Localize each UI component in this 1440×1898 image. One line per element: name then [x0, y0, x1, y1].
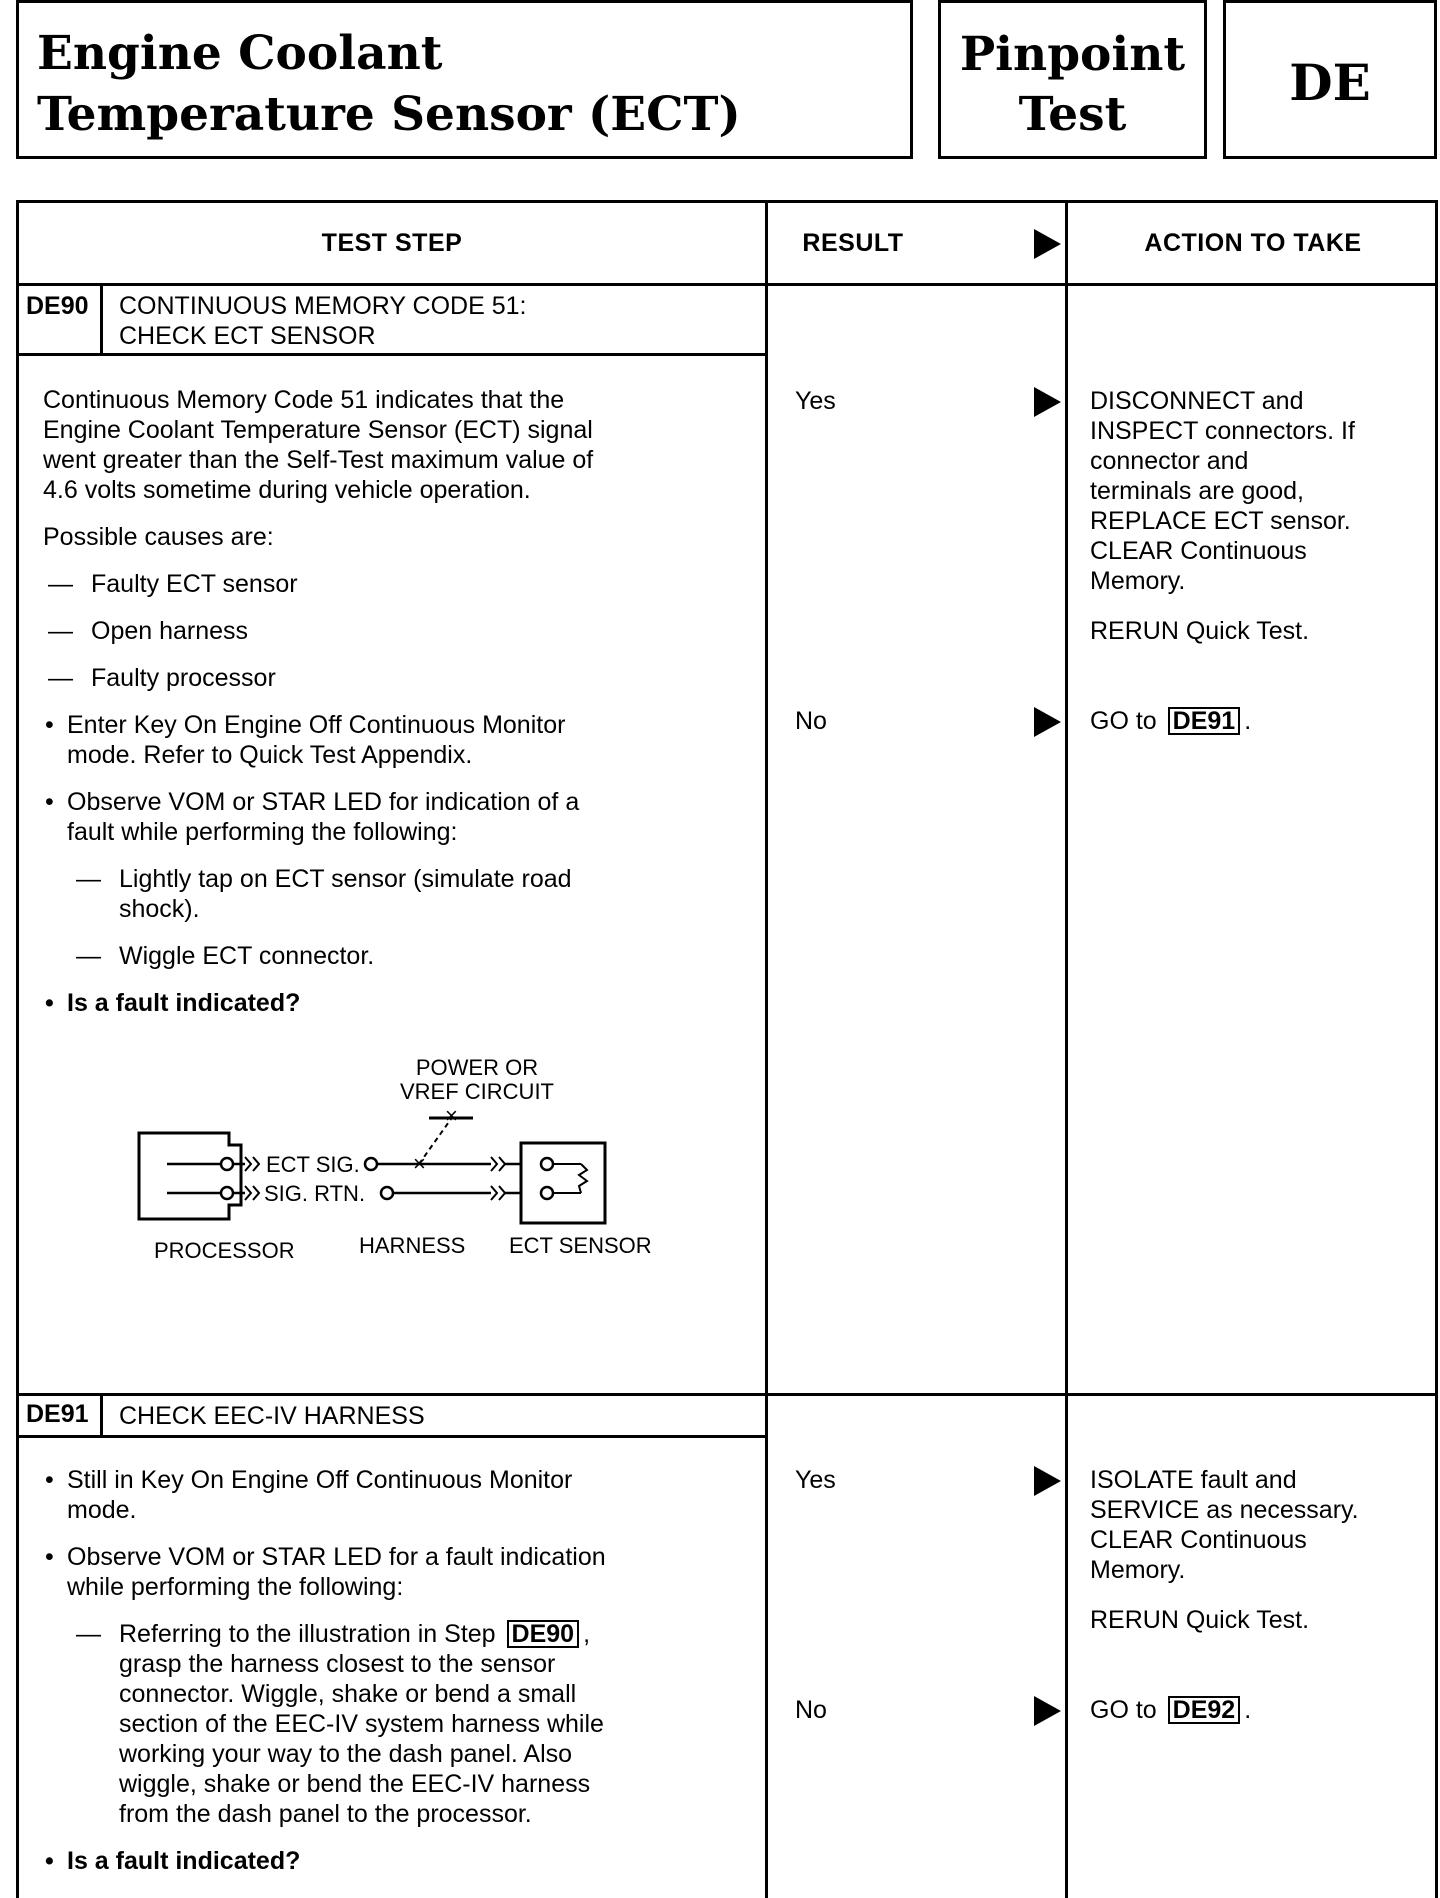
de90-yes-arrow-icon [1034, 387, 1061, 417]
step-link-de92[interactable]: DE92 [1168, 1696, 1241, 1724]
go-to-text: GO to [1090, 707, 1157, 735]
action-line: ISOLATE fault and [1090, 1466, 1297, 1494]
action-line: INSPECT connectors. If [1090, 417, 1355, 445]
step-de90-title-line2: CHECK ECT SENSOR [119, 322, 376, 350]
cause-text: Faulty processor [91, 664, 276, 692]
causes-intro: Possible causes are: [43, 523, 274, 551]
thermistor-icon [579, 1164, 587, 1193]
de91-no-action [1090, 1695, 1251, 1725]
bullet-line: Enter Key On Engine Off Continuous Monitor [67, 711, 566, 739]
sub-instruction: — Wiggle ECT connector. [76, 942, 375, 970]
header-arrow-icon [1034, 229, 1061, 259]
de91-yes-action [1090, 1465, 1435, 1665]
action-line: terminals are good, [1090, 477, 1305, 505]
cause-text: Faulty ECT sensor [91, 570, 298, 598]
bullet-line: fault while performing the following: [67, 818, 458, 846]
de90-no-action [1090, 706, 1251, 736]
sensor-pin-sig [541, 1158, 553, 1170]
label-sig-rtn: SIG. RTN. [264, 1181, 366, 1206]
de91-no-arrow-icon [1034, 1696, 1061, 1726]
de91-yes-arrow-icon [1034, 1466, 1061, 1496]
harness-node-sig [365, 1158, 377, 1170]
connector-sig-icon [245, 1157, 259, 1171]
de91-result-no: No [795, 1696, 827, 1724]
go-to-period: . [1244, 707, 1252, 735]
label-harness: HARNESS [359, 1233, 466, 1258]
ect-sensor-box [521, 1143, 605, 1223]
pinpoint-line2: Test [1018, 87, 1127, 142]
instruction-bullet: • Still in Key On Engine Off Continuous Monitor mode. [45, 1466, 573, 1524]
step-de90-header [19, 286, 765, 356]
bullet-line: Observe VOM or STAR LED for indication of a [67, 788, 580, 816]
short-mark-icon: × [413, 1151, 426, 1176]
step-de91-body [43, 1465, 753, 1893]
cause-item: — Faulty ECT sensor [48, 570, 298, 598]
column-header-test-step: TEST STEP [321, 229, 463, 257]
bullet-line: mode. Refer to Quick Test Appendix. [67, 741, 473, 769]
sub-line: grasp the harness closest to the sensor [119, 1650, 556, 1678]
pinpoint-test-box [938, 0, 1207, 159]
sub-instruction: — Referring to the illustration in Step DE90 , grasp the harness closest to the sensor connector. Wiggle, shake or bend a small section of the EEC-IV system harness while working your way to the dash panel. Also wiggle, shake or bend the EEC-IV harness from the dash panel to the processor. [76, 1620, 604, 1828]
page-title-line2: Temperature Sensor (ECT) [37, 87, 741, 142]
test-table [16, 200, 1438, 1898]
sensor-connector-rtn-icon [491, 1186, 505, 1200]
cause-item: — Faulty processor [48, 664, 276, 692]
action-line: Memory. [1090, 567, 1186, 595]
bullet-line: while performing the following: [67, 1573, 404, 1601]
step-link-de91[interactable]: DE91 [1168, 707, 1241, 735]
label-power-line2: VREF CIRCUIT [400, 1079, 554, 1104]
processor-pin-rtn [221, 1187, 233, 1199]
desc-line3: went greater than the Self-Test maximum value of [43, 446, 594, 474]
de90-result-no: No [795, 707, 827, 735]
desc-line4: 4.6 volts sometime during vehicle operation. [43, 476, 531, 504]
step-de90-body [43, 385, 743, 1035]
page-title-line1: Engine Coolant [37, 26, 443, 81]
instruction-bullet: • Observe VOM or STAR LED for a fault indication while performing the following: [45, 1543, 606, 1601]
bullet-line: Observe VOM or STAR LED for a fault indication [67, 1543, 606, 1571]
sub-line: from the dash panel to the processor. [119, 1800, 532, 1828]
de90-no-arrow-icon [1034, 707, 1061, 737]
sub-line: section of the EEC-IV system harness while [119, 1710, 604, 1738]
question: • Is a fault indicated? [45, 989, 301, 1017]
pinpoint-line1: Pinpoint [959, 27, 1186, 82]
sub-line: Wiggle ECT connector. [119, 942, 375, 970]
action-line: DISCONNECT and [1090, 387, 1304, 415]
sensor-connector-sig-icon [491, 1157, 505, 1171]
go-to-text: GO to [1090, 1696, 1157, 1724]
question-text: Is a fault indicated? [67, 989, 301, 1017]
label-ect-sig: ECT SIG. [266, 1152, 360, 1177]
desc-line1: Continuous Memory Code 51 indicates that the [43, 386, 565, 414]
desc-line2: Engine Coolant Temperature Sensor (ECT) signal [43, 416, 593, 444]
divider-action [1065, 203, 1068, 1898]
instruction-bullet: • Observe VOM or STAR LED for indication of a fault while performing the following: [45, 788, 580, 846]
bullet-line: Still in Key On Engine Off Continuous Monitor [67, 1466, 573, 1494]
processor-box [139, 1133, 241, 1219]
instruction-bullet: • Enter Key On Engine Off Continuous Monitor mode. Refer to Quick Test Appendix. [45, 711, 566, 769]
cause-item: — Open harness [48, 617, 249, 645]
sensor-pin-rtn [541, 1187, 553, 1199]
action-line: connector and [1090, 447, 1249, 475]
sub-line: working your way to the dash panel. Also [119, 1740, 573, 1768]
go-to-period: . [1244, 1696, 1252, 1724]
label-ect-sensor: ECT SENSOR [509, 1233, 652, 1258]
sub-line: Referring to the illustration in Step [119, 1620, 496, 1648]
step-de91-header [19, 1396, 765, 1438]
step-de91-title: CHECK EEC-IV HARNESS [119, 1402, 425, 1430]
bullet-line: mode. [67, 1496, 137, 1524]
de90-yes-action [1090, 386, 1430, 676]
rerun-quick-test: RERUN Quick Test. [1090, 617, 1310, 645]
sub-comma: , [583, 1620, 591, 1648]
sub-instruction: — Lightly tap on ECT sensor (simulate road shock). [76, 865, 572, 923]
step-de91-id: DE91 [19, 1396, 103, 1435]
step-de90-id: DE90 [19, 286, 103, 353]
step-de90-title [119, 286, 526, 351]
sub-line: connector. Wiggle, shake or bend a small [119, 1680, 577, 1708]
action-line: SERVICE as necessary. [1090, 1496, 1359, 1524]
rerun-quick-test: RERUN Quick Test. [1090, 1606, 1310, 1634]
connector-rtn-icon [245, 1186, 259, 1200]
step-de90-description [43, 385, 743, 505]
sub-line: wiggle, shake or bend the EEC-IV harness [119, 1770, 591, 1798]
question-text: Is a fault indicated? [67, 1847, 301, 1875]
de91-result-yes: Yes [795, 1466, 836, 1494]
sub-line: shock). [119, 895, 200, 923]
sub-line: Lightly tap on ECT sensor (simulate road [119, 865, 572, 893]
divider-result [765, 203, 768, 1898]
action-line: REPLACE ECT sensor. [1090, 507, 1351, 535]
step-de90-title-line1: CONTINUOUS MEMORY CODE 51: [119, 292, 527, 320]
label-processor: PROCESSOR [154, 1238, 295, 1263]
question: • Is a fault indicated? [45, 1847, 301, 1875]
action-line: CLEAR Continuous [1090, 537, 1307, 565]
column-header-result: RESULT [802, 229, 904, 257]
harness-node-rtn [381, 1187, 393, 1199]
test-code-box: DE [1223, 0, 1437, 159]
ect-circuit-diagram [129, 1043, 689, 1283]
page-title-box [16, 0, 913, 159]
cause-text: Open harness [91, 617, 249, 645]
vref-mark-icon: × [445, 1103, 458, 1128]
step-link-de90[interactable]: DE90 [507, 1620, 580, 1648]
action-line: Memory. [1090, 1556, 1186, 1584]
action-line: CLEAR Continuous [1090, 1526, 1307, 1554]
label-power-line1: POWER OR [415, 1055, 539, 1080]
processor-pin-sig [221, 1158, 233, 1170]
de90-result-yes: Yes [795, 387, 836, 415]
column-header-action: ACTION TO TAKE [1144, 229, 1362, 257]
